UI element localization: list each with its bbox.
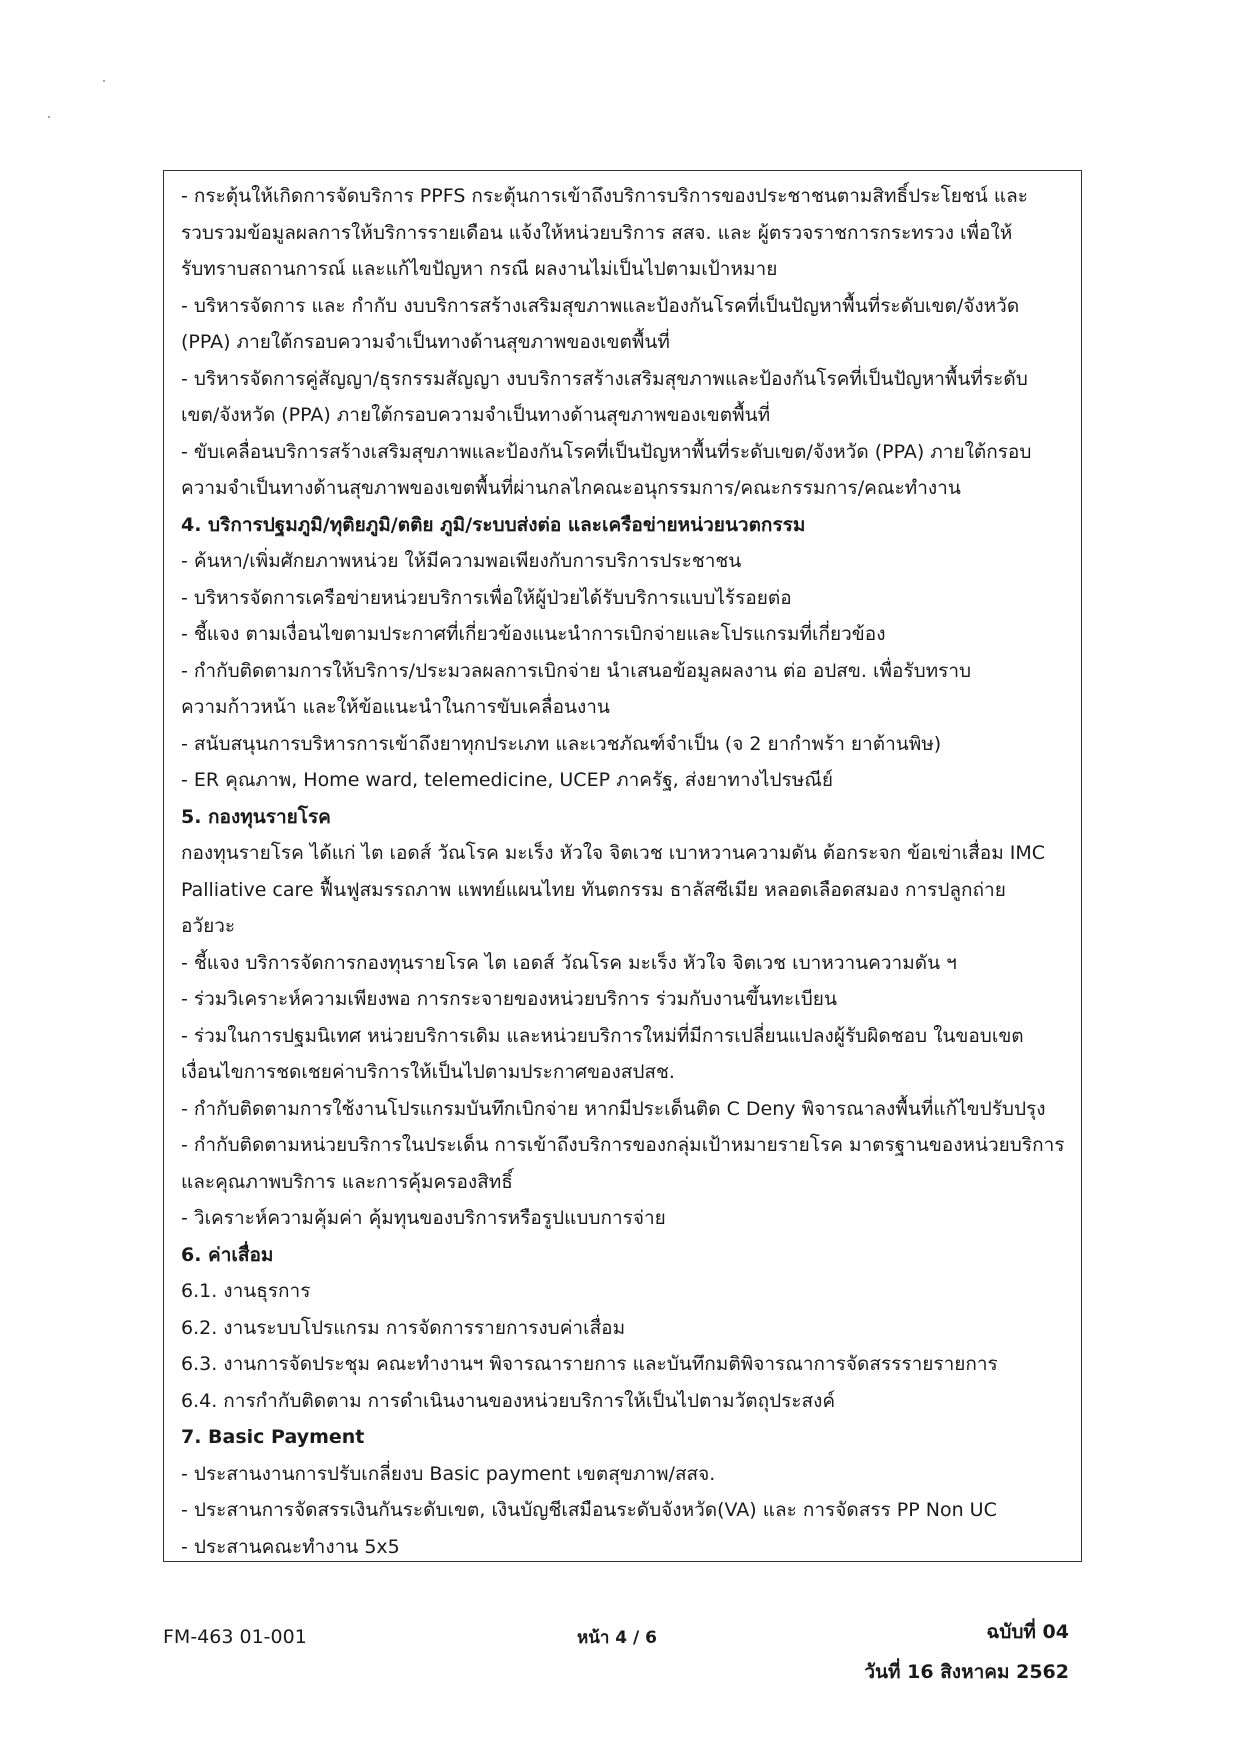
body-line: (PPA) ภายใต้กรอบความจำเป็นทางด้านสุขภาพของเขตพื้นที่ <box>181 331 670 353</box>
body-line: - ชี้แจง ตามเงื่อนไขตามประกาศที่เกี่ยวข้องแนะนำการเบิกจ่ายและโปรแกรมที่เกี่ยวข้อง <box>181 623 886 645</box>
edition-block <box>864 1612 1069 1692</box>
body-line: กองทุนรายโรค ได้แก่ ไต เอดส์ วัณโรค มะเร็ง หัวใจ จิตเวช เบาหวานความดัน ต้อกระจก ข้อเข่าเสื่อม IMC <box>181 842 1046 864</box>
body-line: อวัยวะ <box>181 915 236 937</box>
body-line: - ER คุณภาพ, Home ward, telemedicine, UCEP ภาครัฐ, ส่งยาทางไปรษณีย์ <box>181 769 834 791</box>
page-number: หน้า 4 / 6 <box>577 1628 657 1648</box>
body-line: - ประสานงานการปรับเกลี่ยงบ Basic payment เขตสุขภาพ/สสจ. <box>181 1462 716 1485</box>
scan-speck <box>103 80 105 82</box>
body-line: และคุณภาพบริการ และการคุ้มครองสิทธิ์ <box>181 1170 513 1193</box>
body-line: ความจำเป็นทางด้านสุขภาพของเขตพื้นที่ผ่านกลไกคณะอนุกรรมการ/คณะกรรมการ/คณะทำงาน <box>181 477 961 499</box>
form-code: FM-463 01-001 <box>163 1626 307 1648</box>
body-line: รวบรวมข้อมูลผลการให้บริการรายเดือน แจ้งให้หน่วยบริการ สสจ. และ ผู้ตรวจราชการกระทรวง เพื่อให้ <box>181 221 1013 244</box>
body-line: - ค้นหา/เพิ่มศักยภาพหน่วย ให้มีความพอเพียงกับการบริการประชาชน <box>181 550 742 572</box>
body-line: - กำกับติดตามหน่วยบริการในประเด็น การเข้าถึงบริการของกลุ่มเป้าหมายรายโรค มาตรฐานของหน่วยบริการ <box>181 1134 1065 1156</box>
body-line: Palliative care ฟื้นฟูสมรรถภาพ แพทย์แผนไทย ทันตกรรม ธาลัสซีเมีย หลอดเลือดสมอง การปลูกถ่าย <box>181 878 1006 901</box>
body-line: เขต/จังหวัด (PPA) ภายใต้กรอบความจำเป็นทางด้านสุขภาพของเขตพื้นที่ <box>181 404 771 426</box>
body-line: - กำกับติดตามการให้บริการ/ประมวลผลการเบิกจ่าย นำเสนอข้อมูลผลงาน ต่อ อปสข. เพื่อรับทราบ <box>181 659 972 682</box>
document-body <box>181 178 1076 1565</box>
section-heading: 5. กองทุนรายโรค <box>181 805 331 828</box>
body-line: - บริหารจัดการเครือข่ายหน่วยบริการเพื่อให้ผู้ป่วยได้รับบริการแบบไร้รอยต่อ <box>181 586 792 609</box>
body-line: - วิเคราะห์ความคุ้มค่า คุ้มทุนของบริการหรือรูปแบบการจ่าย <box>181 1207 666 1229</box>
body-line: - ขับเคลื่อนบริการสร้างเสริมสุขภาพและป้องกันโรคที่เป็นปัญหาพื้นที่ระดับเขต/จังหวัด (PPA) ภายใต้กรอบ <box>181 440 1032 463</box>
body-line: 6.1. งานธุรการ <box>181 1280 311 1302</box>
section-heading: 4. บริการปฐมภูมิ/ทุติยภูมิ/ตติย ภูมิ/ระบบส่งต่อ และเครือข่ายหน่วยนวตกรรม <box>181 513 806 536</box>
body-line: - ประสานการจัดสรรเงินกันระดับเขต, เงินบัญชีเสมือนระดับจังหวัด(VA) และ การจัดสรร PP Non UC <box>181 1499 997 1521</box>
scan-speck <box>48 116 50 118</box>
body-line: - กระตุ้นให้เกิดการจัดบริการ PPFS กระตุ้นการเข้าถึงบริการบริการของประชาชนตามสิทธิ์ประโยชน์ และ <box>181 185 1028 207</box>
body-line: ความก้าวหน้า และให้ข้อแนะนำในการขับเคลื่อนงาน <box>181 696 610 718</box>
body-line: - บริหารจัดการคู่สัญญา/ธุรกรรมสัญญา งบบริการสร้างเสริมสุขภาพและป้องกันโรคที่เป็นปัญหาพื้นที่ระดับ <box>181 367 1028 390</box>
section-heading: 7. Basic Payment <box>181 1426 365 1448</box>
body-line: - ร่วมวิเคราะห์ความเพียงพอ การกระจายของหน่วยบริการ ร่วมกับงานขึ้นทะเบียน <box>181 988 837 1010</box>
section-heading: 6. ค่าเสื่อม <box>181 1243 274 1266</box>
body-line: - กำกับติดตามการใช้งานโปรแกรมบันทึกเบิกจ่าย หากมีประเด็นติด C Deny พิจารณาลงพื้นที่แก้ไขปรับปรุง <box>181 1097 1046 1120</box>
body-line: รับทราบสถานการณ์ และแก้ไขปัญหา กรณี ผลงานไม่เป็นไปตามเป้าหมาย <box>181 258 778 280</box>
body-line: - ร่วมในการปฐมนิเทศ หน่วยบริการเดิม และหน่วยบริการใหม่ที่มีการเปลี่ยนแปลงผู้รับผิดชอบ ในขอบเขต <box>181 1024 1024 1047</box>
body-line: - ประสานคณะทำงาน 5x5 <box>181 1535 400 1558</box>
body-line: 6.3. งานการจัดประชุม คณะทำงานฯ พิจารณารายการ และบันทึกมติพิจารณาการจัดสรรรายรายการ <box>181 1353 998 1375</box>
edition-date: วันที่ 16 สิงหาคม 2562 <box>864 1661 1069 1683</box>
body-line: 6.2. งานระบบโปรแกรม การจัดการรายการงบค่าเสื่อม <box>181 1316 626 1339</box>
body-line: เงื่อนไขการชดเชยค่าบริการให้เป็นไปตามประกาศของสปสช. <box>181 1061 675 1083</box>
body-line: 6.4. การกำกับติดตาม การดำเนินงานของหน่วยบริการให้เป็นไปตามวัตถุประสงค์ <box>181 1389 836 1412</box>
body-line: - สนับสนุนการบริหารการเข้าถึงยาทุกประเภท และเวชภัณฑ์จำเป็น (จ 2 ยากำพร้า ยาต้านพิษ) <box>181 732 942 755</box>
body-line: - ชี้แจง บริการจัดการกองทุนรายโรค ไต เอดส์ วัณโรค มะเร็ง หัวใจ จิตเวช เบาหวานความดัน ฯ <box>181 951 957 974</box>
edition-number: ฉบับที่ 04 <box>986 1621 1069 1643</box>
body-line: - บริหารจัดการ และ กำกับ งบบริการสร้างเสริมสุขภาพและป้องกันโรคที่เป็นปัญหาพื้นที่ระดับเขต/จังหวัด <box>181 294 1020 317</box>
